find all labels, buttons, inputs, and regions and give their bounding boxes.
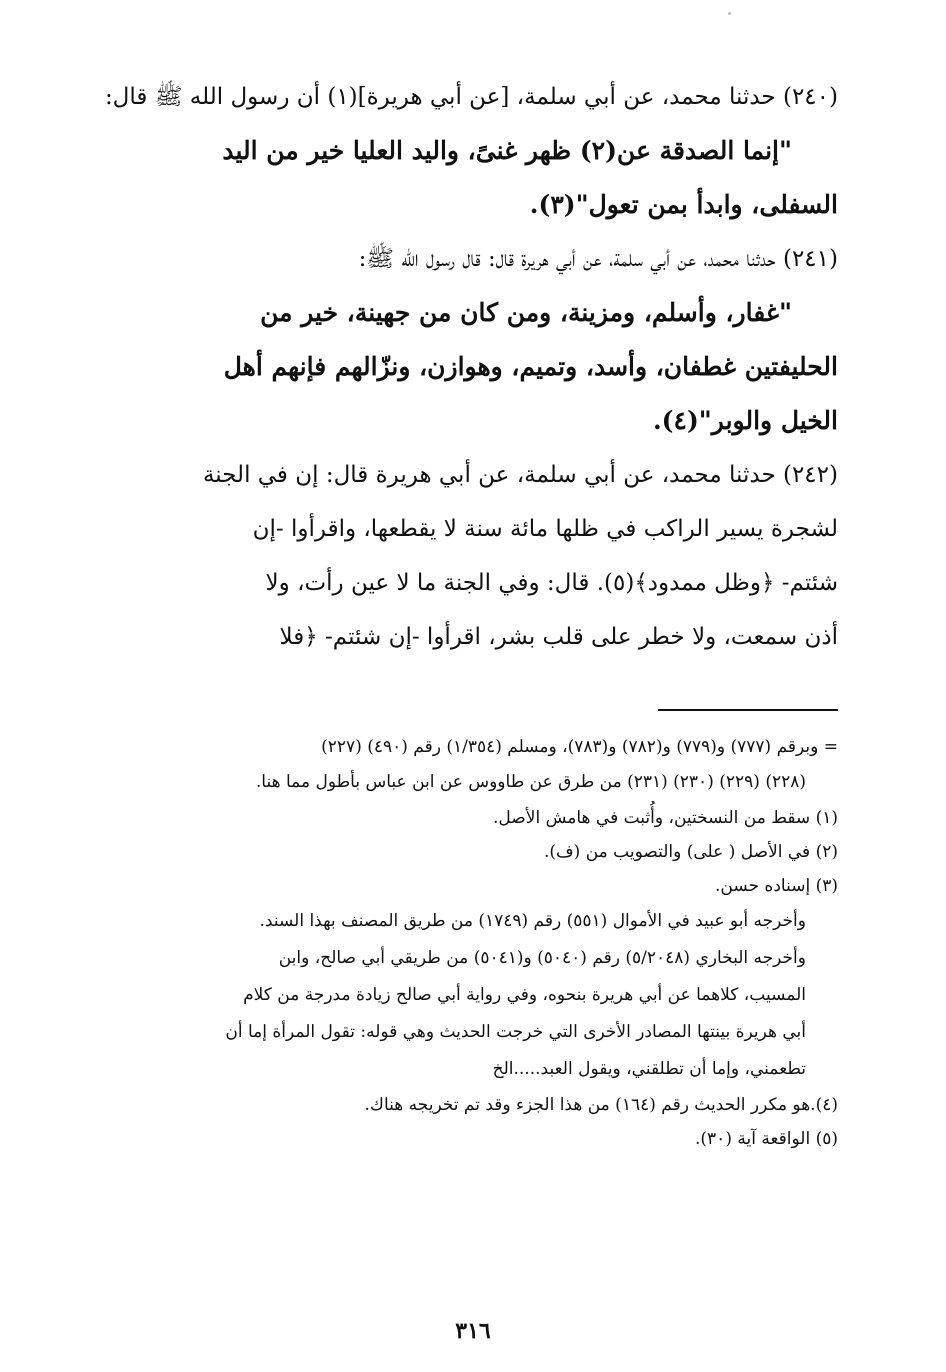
hadith-242-line-1: (٢٤٢) حدثنا محمد، عن أبي سلمة، عن أبي هريرة قال: إن في الجنة — [202, 462, 838, 488]
footnote-1: (١) سقط من النسختين، وأُثبت في هامش الأصل. — [493, 808, 838, 828]
main-text — [98, 70, 838, 664]
footnote-3-detail: تطعمني، وإما أن تطلقني، ويقول العبد.....الخ — [492, 1059, 806, 1079]
hadith-242-line-4: أذن سمعت، ولا خطر على قلب بشر، اقرأوا -إن شئتم- ﴿فلا — [279, 624, 838, 650]
footnote-3: (٣) إسناده حسن. — [715, 876, 838, 896]
hadith-241-line-2: "غفار، وأسلم، ومزينة، ومن كان من جهينة، خير من — [260, 298, 792, 327]
hadith-242-line-3: شئتم- ﴿وظل ممدود﴾(٥). قال: وفي الجنة ما لا عين رأت، ولا — [265, 570, 838, 596]
scan-speck — [728, 12, 731, 15]
footnote-3-detail: وأخرجه البخاري (٥/٢٠٤٨) رقم (٥٠٤٠) و(٥٠٤١) من طريقي أبي صالح، وابن — [278, 948, 806, 968]
footnote-line: = وبرقم (٧٧٧) و(٧٧٩) و(٧٨٢) و(٧٨٣)، ومسلم (١/٣٥٤) رقم (٤٩٠) (٢٢٧) — [321, 737, 838, 757]
page-number: ٣١٦ — [455, 1318, 491, 1344]
hadith-241-line-1: (٢٤١) حدثنا محمد، عن أبي سلمة، عن أبي هريرة قال: قال رسول الله ﷺ: — [358, 246, 838, 272]
hadith-241-line-4: الخيل والوبر"(٤). — [652, 406, 838, 435]
footnote-3-detail: المسيب، كلاهما عن أبي هريرة بنحوه، وفي رواية أبي صالح زيادة مدرجة من كلام — [243, 985, 806, 1005]
footnotes — [98, 730, 838, 1156]
footnote-4: (٤).هو مكرر الحديث رقم (١٦٤) من هذا الجزء وقد تم تخريجه هناك. — [364, 1095, 838, 1115]
hadith-241-line-3: الحليفتين غطفان، وأسد، وتميم، وهوازن، ونزّالهم فإنهم أهل — [223, 352, 838, 381]
hadith-242-line-2: لشجرة يسير الراكب في ظلها مائة سنة لا يقطعها، واقرأوا -إن — [252, 516, 838, 542]
hadith-240-line-1: (٢٤٠) حدثنا محمد، عن أبي سلمة، [عن أبي هريرة](١) أن رسول الله ﷺ قال: — [104, 84, 838, 110]
hadith-240-line-3: السفلى، وابدأ بمن تعول"(٣). — [529, 190, 838, 219]
footnote-5: (٥) الواقعة آية (٣٠). — [695, 1129, 838, 1149]
footnote-2: (٢) في الأصل ( على) والتصويب من (ف). — [544, 842, 838, 862]
footnote-separator — [658, 709, 838, 711]
footnote-3-detail: أبي هريرة بينتها المصادر الأخرى التي خرجت الحديث وهي قوله: تقول المرأة إما أن — [225, 1022, 806, 1042]
footnote-line: (٢٢٨) (٢٢٩) (٢٣٠) (٢٣١) من طرق عن طاووس عن ابن عباس بأطول مما هنا. — [255, 772, 806, 792]
hadith-240-line-2: "إنما الصدقة عن(٢) ظهر غنىً، واليد العليا خير من اليد — [222, 136, 792, 165]
footnote-3-detail: وأخرجه أبو عبيد في الأموال (٥٥١) رقم (١٧٤٩) من طريق المصنف بهذا السند. — [259, 911, 806, 931]
